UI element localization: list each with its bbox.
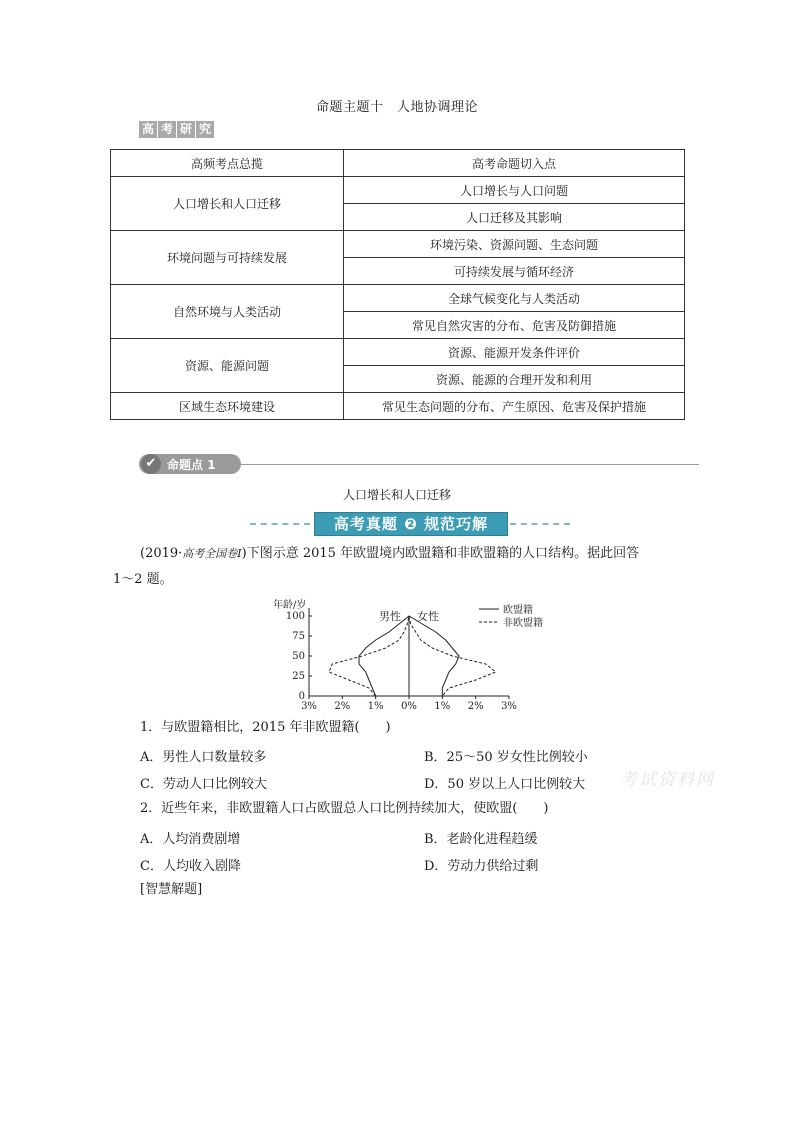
table-header-row <box>111 150 685 177</box>
table-header: 高考命题切入点 <box>344 150 685 177</box>
legend-label: 欧盟籍 <box>503 605 533 616</box>
banner-label: 高考真题 ❷ 规范巧解 <box>314 512 508 536</box>
page-title: 命题主题十 人地协调理论 <box>315 100 478 115</box>
banner-dash-right <box>510 523 570 525</box>
solution-label: [智慧解题] <box>140 882 203 897</box>
y-tick-label: 75 <box>292 631 305 642</box>
table-row <box>111 393 685 420</box>
population-pyramid-chart <box>265 596 565 716</box>
table-cell-point: 全球气候变化与人类活动 <box>344 285 685 312</box>
question-intro: (2019·高考全国卷Ⅰ)下图示意 2015 年欧盟境内欧盟籍和非欧盟籍的人口结构。据此回答 <box>140 546 640 561</box>
exam-banner <box>250 512 570 536</box>
question-stem: 1．与欧盟籍相比，2015 年非欧盟籍( ) <box>140 720 391 735</box>
option-1b[interactable]: B．25～50 岁女性比例较小 <box>424 750 588 765</box>
table-header: 高频考点总揽 <box>111 150 344 177</box>
topic-point-bar <box>139 454 699 474</box>
table-row <box>111 339 685 366</box>
x-tick-label: 2% <box>467 701 484 712</box>
option-1c[interactable]: C．劳动人口比例较大 <box>140 777 267 792</box>
option-2b[interactable]: B．老龄化进程趋缓 <box>424 832 538 847</box>
badge-char: 究 <box>196 121 214 138</box>
x-tick-label: 2% <box>334 701 351 712</box>
question-intro-2: 1～2 题。 <box>113 572 173 587</box>
option-2c[interactable]: C．人均收入剧降 <box>140 859 241 874</box>
section-title: 人口增长和人口迁移 <box>342 488 451 502</box>
table-cell-point: 人口增长与人口问题 <box>344 177 685 204</box>
option-2a[interactable]: A．人均消费剧增 <box>140 832 241 847</box>
series-non-eu-line <box>329 616 496 696</box>
table-cell-point: 资源、能源开发条件评价 <box>344 339 685 366</box>
table-cell-point: 人口迁移及其影响 <box>344 204 685 231</box>
x-tick-label: 1% <box>434 701 451 712</box>
y-tick-label: 50 <box>292 651 305 662</box>
table-row <box>111 285 685 312</box>
source-label: 高考全国卷Ⅰ <box>182 547 242 560</box>
divider <box>239 464 699 465</box>
female-label: 女性 <box>417 610 439 623</box>
topics-table <box>110 149 685 420</box>
option-1a[interactable]: A．男性人口数量较多 <box>140 750 267 765</box>
option-2d[interactable]: D．劳动力供给过剩 <box>424 859 539 874</box>
x-tick-label: 0% <box>401 701 417 712</box>
table-cell-point: 常见自然灾害的分布、危害及防御措施 <box>344 312 685 339</box>
table-cell-topic: 自然环境与人类活动 <box>111 285 344 339</box>
watermark: 考试资料网 <box>620 770 715 790</box>
badge-char: 研 <box>177 121 195 138</box>
y-tick-label: 100 <box>285 611 305 622</box>
check-icon: ✔ <box>141 454 161 474</box>
table-cell-point: 常见生态问题的分布、产生原因、危害及保护措施 <box>344 393 685 420</box>
y-tick-label: 25 <box>292 671 305 682</box>
x-tick-label: 3% <box>501 701 517 712</box>
option-1d[interactable]: D．50 岁以上人口比例较大 <box>424 777 586 792</box>
table-cell-point: 环境污染、资源问题、生态问题 <box>344 231 685 258</box>
table-row <box>111 177 685 204</box>
table-row <box>111 231 685 258</box>
table-cell-topic: 环境问题与可持续发展 <box>111 231 344 285</box>
badge-char: 高 <box>139 121 157 138</box>
y-axis-label: 年龄/岁 <box>273 600 307 611</box>
badge-char: 考 <box>158 121 176 138</box>
male-label: 男性 <box>379 610 401 623</box>
section-badge-research <box>139 121 215 138</box>
table-cell-point: 资源、能源的合理开发和利用 <box>344 366 685 393</box>
question-stem: 2．近些年来，非欧盟籍人口占欧盟总人口比例持续加大，使欧盟( ) <box>140 801 549 816</box>
legend-label: 非欧盟籍 <box>503 618 543 629</box>
topic-point-label: 命题点 1 <box>167 458 216 472</box>
table-cell-topic: 人口增长和人口迁移 <box>111 177 344 231</box>
table-cell-topic: 区域生态环境建设 <box>111 393 344 420</box>
y-tick-label: 0 <box>298 691 305 702</box>
x-tick-label: 3% <box>301 701 317 712</box>
table-cell-point: 可持续发展与循环经济 <box>344 258 685 285</box>
table-cell-topic: 资源、能源问题 <box>111 339 344 393</box>
x-tick-label: 1% <box>367 701 384 712</box>
banner-dash-left <box>250 523 310 525</box>
